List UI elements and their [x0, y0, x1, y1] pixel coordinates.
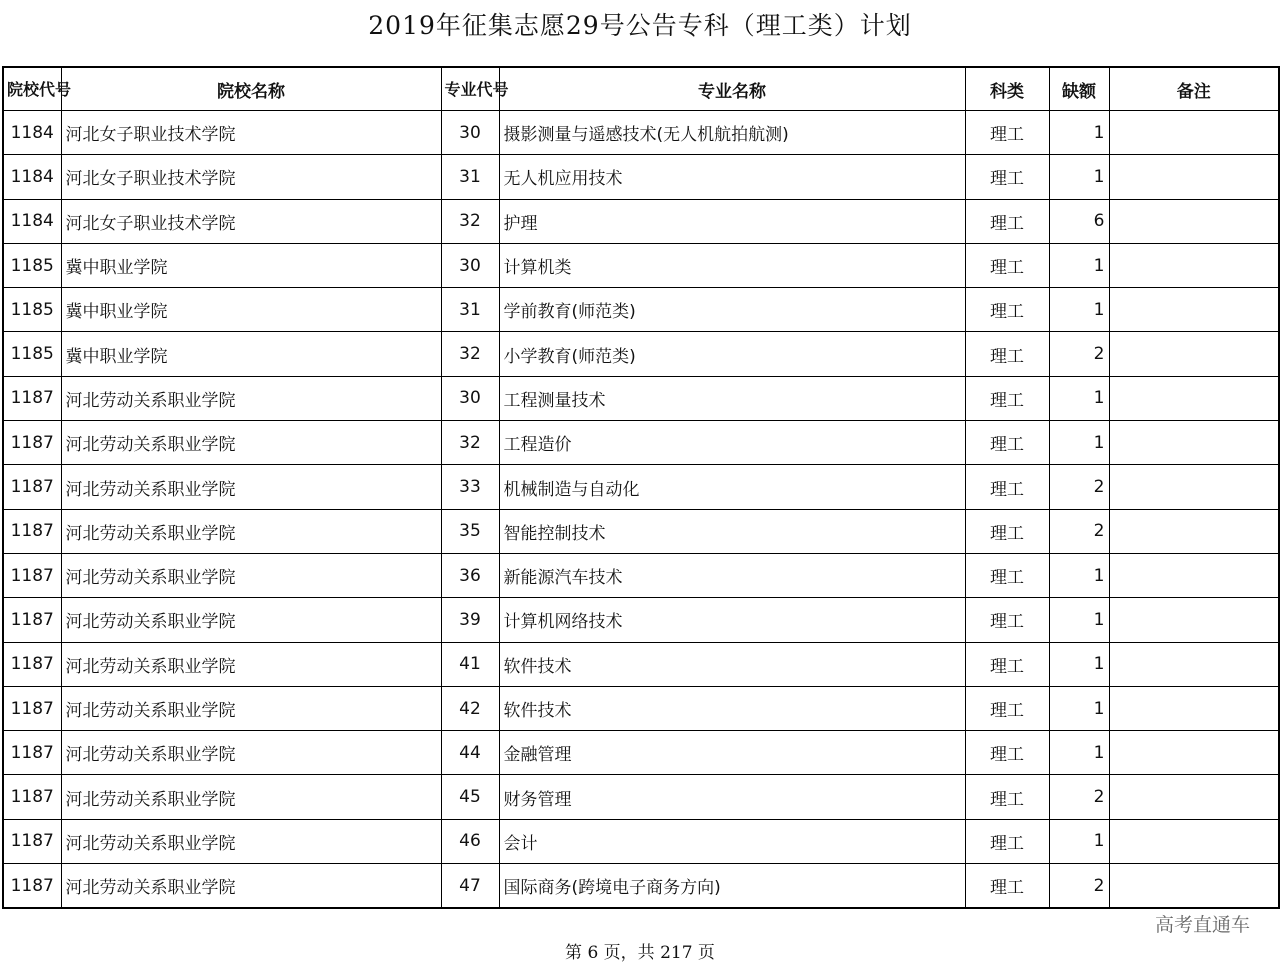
header-vacancy: 缺额 — [1049, 67, 1109, 111]
cell-category: 理工 — [965, 243, 1049, 287]
cell-major-code: 30 — [441, 243, 499, 287]
table-body — [3, 111, 1279, 909]
table-row — [3, 111, 1279, 155]
cell-school-name: 河北女子职业技术学院 — [61, 199, 441, 243]
cell-vacancy: 1 — [1049, 421, 1109, 465]
cell-vacancy: 1 — [1049, 243, 1109, 287]
cell-major-name: 智能控制技术 — [499, 509, 965, 553]
cell-vacancy: 1 — [1049, 376, 1109, 420]
cell-vacancy: 2 — [1049, 864, 1109, 909]
cell-school-code: 1185 — [3, 332, 61, 376]
page-title: 2019年征集志愿29号公告专科（理工类）计划 — [368, 11, 912, 40]
cell-category: 理工 — [965, 332, 1049, 376]
cell-major-code: 31 — [441, 155, 499, 199]
cell-major-code: 46 — [441, 819, 499, 863]
cell-remark — [1109, 598, 1279, 642]
cell-major-name: 会计 — [499, 819, 965, 863]
cell-major-code: 42 — [441, 686, 499, 730]
cell-vacancy: 1 — [1049, 819, 1109, 863]
cell-major-name: 金融管理 — [499, 731, 965, 775]
header-school-code: 院校代号 — [3, 67, 61, 111]
cell-major-name: 计算机类 — [499, 243, 965, 287]
cell-vacancy: 6 — [1049, 199, 1109, 243]
cell-school-name: 河北劳动关系职业学院 — [61, 553, 441, 597]
cell-school-name: 河北劳动关系职业学院 — [61, 819, 441, 863]
table-row — [3, 731, 1279, 775]
cell-vacancy: 1 — [1049, 288, 1109, 332]
cell-school-code: 1184 — [3, 155, 61, 199]
table-row — [3, 421, 1279, 465]
table-row — [3, 553, 1279, 597]
table-row — [3, 288, 1279, 332]
cell-school-name: 冀中职业学院 — [61, 288, 441, 332]
cell-school-name: 河北劳动关系职业学院 — [61, 642, 441, 686]
cell-vacancy: 2 — [1049, 465, 1109, 509]
table-row — [3, 642, 1279, 686]
cell-category: 理工 — [965, 199, 1049, 243]
table-row — [3, 686, 1279, 730]
cell-category: 理工 — [965, 421, 1049, 465]
cell-major-name: 财务管理 — [499, 775, 965, 819]
cell-remark — [1109, 199, 1279, 243]
cell-category: 理工 — [965, 288, 1049, 332]
cell-major-name: 计算机网络技术 — [499, 598, 965, 642]
cell-major-code: 31 — [441, 288, 499, 332]
cell-school-name: 冀中职业学院 — [61, 332, 441, 376]
cell-school-name: 河北劳动关系职业学院 — [61, 731, 441, 775]
table-row — [3, 332, 1279, 376]
table-row — [3, 243, 1279, 287]
cell-remark — [1109, 509, 1279, 553]
cell-school-code: 1187 — [3, 509, 61, 553]
cell-school-code: 1185 — [3, 243, 61, 287]
cell-major-name: 摄影测量与遥感技术(无人机航拍航测) — [499, 111, 965, 155]
cell-remark — [1109, 376, 1279, 420]
cell-category: 理工 — [965, 864, 1049, 909]
cell-remark — [1109, 155, 1279, 199]
cell-major-code: 36 — [441, 553, 499, 597]
enrollment-plan-table — [2, 66, 1280, 909]
cell-vacancy: 1 — [1049, 553, 1109, 597]
cell-vacancy: 1 — [1049, 155, 1109, 199]
cell-category: 理工 — [965, 155, 1049, 199]
table-header-row — [3, 67, 1279, 111]
cell-vacancy: 2 — [1049, 509, 1109, 553]
cell-category: 理工 — [965, 819, 1049, 863]
cell-school-code: 1187 — [3, 598, 61, 642]
header-category: 科类 — [965, 67, 1049, 111]
cell-school-name: 河北劳动关系职业学院 — [61, 598, 441, 642]
cell-school-code: 1187 — [3, 686, 61, 730]
cell-school-name: 河北劳动关系职业学院 — [61, 465, 441, 509]
header-major-name: 专业名称 — [499, 67, 965, 111]
table-row — [3, 819, 1279, 863]
cell-school-code: 1185 — [3, 288, 61, 332]
cell-school-code: 1187 — [3, 553, 61, 597]
cell-major-name: 软件技术 — [499, 642, 965, 686]
cell-major-name: 新能源汽车技术 — [499, 553, 965, 597]
cell-major-name: 机械制造与自动化 — [499, 465, 965, 509]
cell-remark — [1109, 553, 1279, 597]
table-row — [3, 775, 1279, 819]
cell-school-name: 河北女子职业技术学院 — [61, 111, 441, 155]
cell-school-name: 河北女子职业技术学院 — [61, 155, 441, 199]
table-row — [3, 376, 1279, 420]
cell-category: 理工 — [965, 686, 1049, 730]
cell-school-code: 1187 — [3, 864, 61, 909]
cell-major-name: 软件技术 — [499, 686, 965, 730]
cell-category: 理工 — [965, 731, 1049, 775]
cell-major-code: 41 — [441, 642, 499, 686]
cell-school-name: 河北劳动关系职业学院 — [61, 376, 441, 420]
cell-school-code: 1187 — [3, 376, 61, 420]
header-major-code: 专业代号 — [441, 67, 499, 111]
cell-major-name: 工程造价 — [499, 421, 965, 465]
cell-remark — [1109, 111, 1279, 155]
cell-major-code: 33 — [441, 465, 499, 509]
cell-major-name: 无人机应用技术 — [499, 155, 965, 199]
cell-remark — [1109, 288, 1279, 332]
table-row — [3, 864, 1279, 909]
cell-remark — [1109, 864, 1279, 909]
cell-school-name: 河北劳动关系职业学院 — [61, 864, 441, 909]
cell-school-name: 河北劳动关系职业学院 — [61, 775, 441, 819]
cell-category: 理工 — [965, 111, 1049, 155]
cell-vacancy: 1 — [1049, 642, 1109, 686]
cell-school-code: 1187 — [3, 731, 61, 775]
cell-major-code: 32 — [441, 421, 499, 465]
cell-major-name: 护理 — [499, 199, 965, 243]
cell-major-code: 35 — [441, 509, 499, 553]
cell-major-code: 45 — [441, 775, 499, 819]
cell-remark — [1109, 775, 1279, 819]
page-number: 第 6 页，共 217 页 — [565, 943, 715, 963]
cell-school-code: 1187 — [3, 642, 61, 686]
watermark-text: 高考直通车 — [1154, 914, 1250, 936]
cell-vacancy: 1 — [1049, 731, 1109, 775]
cell-school-name: 河北劳动关系职业学院 — [61, 509, 441, 553]
cell-vacancy: 1 — [1049, 686, 1109, 730]
header-school-name: 院校名称 — [61, 67, 441, 111]
cell-major-code: 47 — [441, 864, 499, 909]
cell-school-name: 冀中职业学院 — [61, 243, 441, 287]
cell-school-code: 1187 — [3, 465, 61, 509]
cell-major-code: 30 — [441, 111, 499, 155]
cell-major-name: 学前教育(师范类) — [499, 288, 965, 332]
cell-category: 理工 — [965, 598, 1049, 642]
cell-remark — [1109, 731, 1279, 775]
table-row — [3, 509, 1279, 553]
cell-school-code: 1184 — [3, 111, 61, 155]
cell-major-code: 39 — [441, 598, 499, 642]
cell-school-code: 1187 — [3, 775, 61, 819]
cell-remark — [1109, 642, 1279, 686]
cell-major-code: 32 — [441, 199, 499, 243]
cell-school-code: 1187 — [3, 421, 61, 465]
cell-vacancy: 1 — [1049, 598, 1109, 642]
cell-major-code: 30 — [441, 376, 499, 420]
cell-remark — [1109, 465, 1279, 509]
cell-major-name: 小学教育(师范类) — [499, 332, 965, 376]
cell-remark — [1109, 421, 1279, 465]
cell-category: 理工 — [965, 775, 1049, 819]
cell-school-code: 1187 — [3, 819, 61, 863]
cell-major-name: 工程测量技术 — [499, 376, 965, 420]
cell-major-code: 44 — [441, 731, 499, 775]
cell-vacancy: 2 — [1049, 332, 1109, 376]
cell-remark — [1109, 332, 1279, 376]
cell-school-name: 河北劳动关系职业学院 — [61, 421, 441, 465]
cell-category: 理工 — [965, 553, 1049, 597]
table-row — [3, 598, 1279, 642]
table-row — [3, 199, 1279, 243]
cell-category: 理工 — [965, 642, 1049, 686]
header-remark: 备注 — [1109, 67, 1279, 111]
cell-remark — [1109, 243, 1279, 287]
cell-school-name: 河北劳动关系职业学院 — [61, 686, 441, 730]
cell-school-code: 1184 — [3, 199, 61, 243]
cell-category: 理工 — [965, 465, 1049, 509]
table-row — [3, 465, 1279, 509]
cell-vacancy: 1 — [1049, 111, 1109, 155]
cell-category: 理工 — [965, 376, 1049, 420]
cell-vacancy: 2 — [1049, 775, 1109, 819]
cell-major-name: 国际商务(跨境电子商务方向) — [499, 864, 965, 909]
cell-major-code: 32 — [441, 332, 499, 376]
cell-remark — [1109, 819, 1279, 863]
cell-remark — [1109, 686, 1279, 730]
cell-category: 理工 — [965, 509, 1049, 553]
table-row — [3, 155, 1279, 199]
